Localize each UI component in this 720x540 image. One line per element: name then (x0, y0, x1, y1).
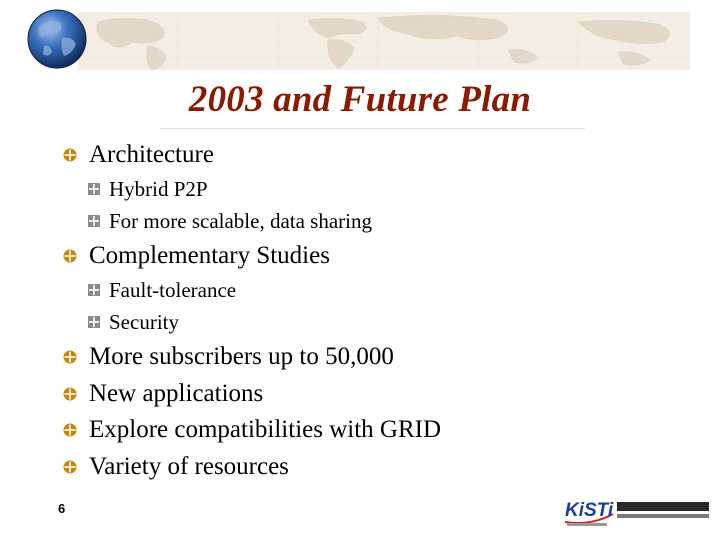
bullet-text: Explore compatibilities with GRID (89, 416, 442, 443)
svg-text:KiSTi: KiSTi (565, 500, 614, 521)
circle-plus-bullet-icon (63, 249, 77, 263)
sub-bullet-text: Hybrid P2P (109, 177, 208, 201)
world-map-banner (78, 12, 690, 70)
bullet-text: Architecture (89, 141, 214, 168)
sub-bullet-text: Security (109, 310, 179, 334)
bullet-new-applications (89, 380, 263, 408)
bullet-resources (89, 453, 289, 481)
circle-plus-bullet-icon (63, 387, 77, 401)
square-plus-bullet-icon (88, 183, 100, 195)
sub-bullet-security (109, 310, 179, 335)
bullet-grid (89, 416, 441, 444)
title-divider (160, 128, 585, 129)
bullet-architecture (89, 141, 214, 169)
square-plus-bullet-icon (88, 284, 100, 296)
circle-plus-bullet-icon (63, 148, 77, 162)
circle-plus-bullet-icon (63, 423, 77, 437)
sub-bullet-text: Fault-tolerance (109, 278, 237, 302)
bullet-complementary-studies (89, 242, 330, 270)
circle-plus-bullet-icon (63, 460, 77, 474)
bullet-text: More subscribers up to 50,000 (89, 343, 394, 370)
sub-bullet-scalable (109, 209, 372, 234)
slide-title: 2003 and Future Plan (188, 79, 532, 120)
bullet-subscribers (89, 343, 394, 371)
globe-icon (26, 8, 88, 70)
sub-bullet-hybrid-p2p (109, 177, 208, 202)
bullet-text: Variety of resources (89, 453, 289, 480)
sub-bullet-fault-tolerance (109, 278, 236, 303)
bullet-text: New applications (89, 380, 264, 407)
kisti-logo (561, 496, 711, 530)
circle-plus-bullet-icon (63, 350, 77, 364)
sub-bullet-text: For more scalable, data sharing (109, 209, 372, 233)
page-number: 6 (58, 501, 66, 516)
bullet-text: Complementary Studies (89, 242, 330, 269)
square-plus-bullet-icon (88, 215, 100, 227)
square-plus-bullet-icon (88, 316, 100, 328)
